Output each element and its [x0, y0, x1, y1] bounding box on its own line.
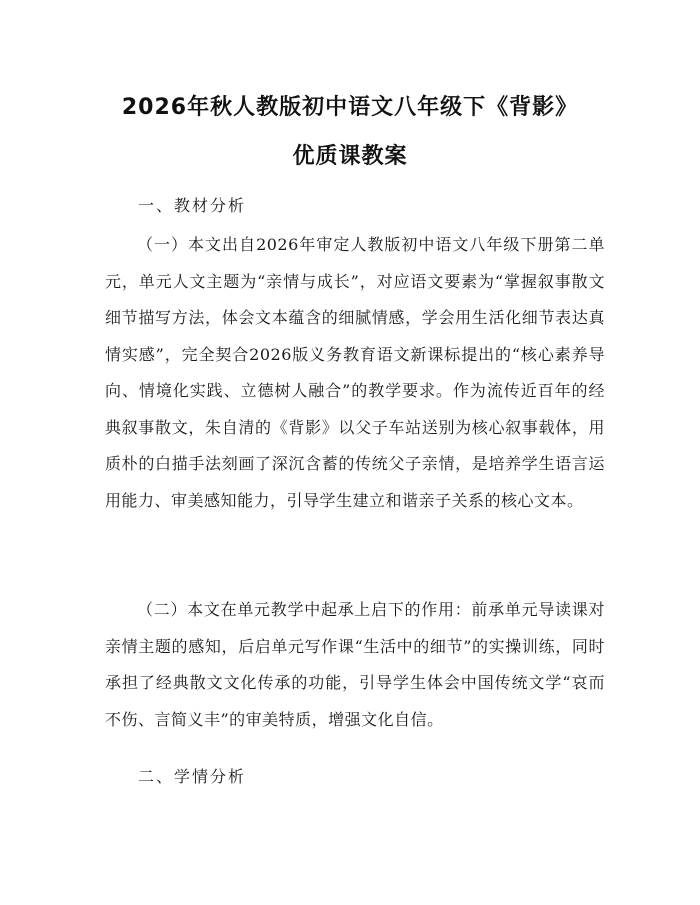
document-title-line-1: 2026年秋人教版初中语文八年级下《背影》 [121, 95, 579, 120]
paragraph-2: （二）本文在单元教学中起承上启下的作用：前承单元导读课对亲情主题的感知，后启单元写作课“生活中的细节”的实操训练，同时承担了经典散文文化传承的功能，引导学生体会中国传统文学“哀而不伤、言简义丰”的审美特质，增强文化自信。 [105, 600, 605, 729]
section-heading-student-analysis: 二、学情分析 [138, 767, 247, 786]
section-heading-textbook-analysis: 一、教材分析 [138, 196, 247, 215]
paragraph-1: （一）本文出自2026年审定人教版初中语文八年级下册第二单元，单元人文主题为“亲情与成长”，对应语文要素为“掌握叙事散文细节描写方法，体会文本蕴含的细腻情感，学会用生活化细节表达真情实感”，完全契合2026版义务教育语文新课标提出的“核心素养导向、情境化实践、立德树人融合”的教学要求。作为流传近百年的经典叙事散文，朱自清的《背影》以父子车站送别为核心叙事载体，用质朴的白描手法刻画了深沉含蓄的传统父子亲情，是培养学生语言运用能力、审美感知能力，引导学生建立和谐亲子关系的核心文本。 [105, 235, 605, 510]
document-title-line-2: 优质课教案 [292, 144, 408, 169]
